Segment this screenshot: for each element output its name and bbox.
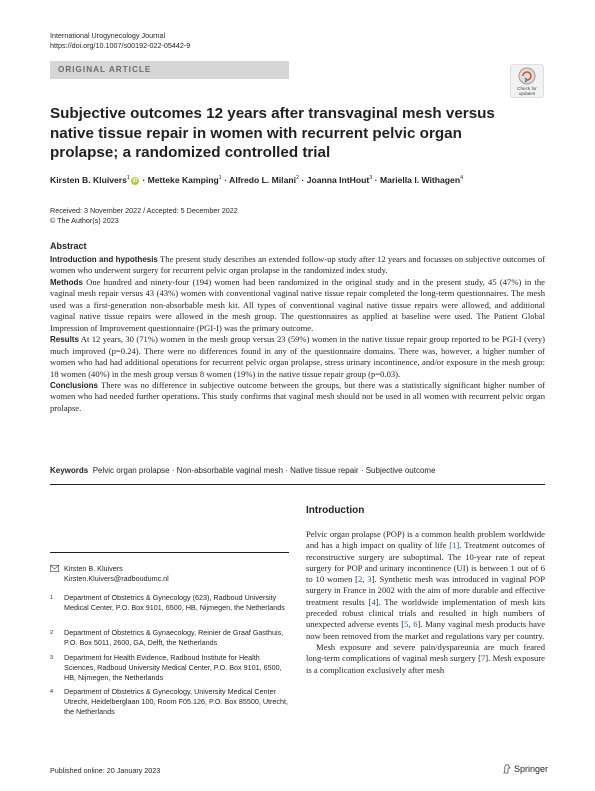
check-for-updates-badge[interactable] (510, 64, 544, 98)
author-affiliation-mark: 1 (126, 175, 130, 182)
citation-link[interactable]: 4 (371, 596, 376, 607)
article-type-label: ORIGINAL ARTICLE (58, 65, 152, 74)
author-name[interactable]: Joanna IntHout (306, 175, 370, 185)
abstract-section (50, 334, 545, 380)
citation-link[interactable]: 2 (358, 574, 363, 585)
corresponding-email[interactable]: Kirsten.Kluivers@radboudumc.nl (64, 574, 169, 583)
journal-header (50, 31, 190, 51)
citation-link[interactable]: 7 (480, 653, 486, 664)
introduction-body (306, 529, 545, 676)
keywords (50, 465, 545, 476)
abstract-section-text: There was no difference in subjective outcome between the groups, but there was a statistically significant higher number of women who had needed further operations. This study confirms that vaginal mesh should not be used in all women with recurrent pelvic organ prolapse. (50, 379, 545, 413)
affiliation-number: 3 (50, 655, 54, 661)
abstract-section-label: Results (50, 335, 79, 345)
affiliation-divider (50, 552, 289, 553)
doi-link[interactable]: https://doi.org/10.1007/s00192-022-05442-9 (50, 41, 191, 50)
affiliation-number: 1 (50, 595, 54, 601)
publisher-name: Springer (514, 764, 549, 774)
author-affiliation-mark: 1 (218, 175, 222, 182)
author-separator: · (221, 175, 230, 185)
copyright: © The Author(s) 2023 (50, 216, 119, 225)
author-name[interactable]: Mariella I. Withagen (379, 175, 461, 185)
affiliation-number: 4 (50, 689, 54, 695)
springer-horse-icon (502, 764, 512, 776)
introduction-paragraph: Pelvic organ prolapse (POP) is a common health problem worldwide and has a high impact on quality of life [1]. Treatment outcomes of reconstructive surgery are suboptimal. The 10-year rate of repeat surgery for POP and urinary incontinence (UI) is between 1 out of 6 to 10 women [2, 3]. Synthetic mesh was introduced in vaginal POP surgery in France in 2002 with the aim of more durable and effective treatment results [4]. The worldwide implementation of mesh kits preceded robust clinical trials and resulted in high numbers of unexpected adverse events [5, 6]. Many vaginal mesh products have now been removed from the market and regulations vary per country. (306, 529, 546, 641)
journal-name: International Urogynecology Journal (50, 31, 166, 40)
author-separator: · (299, 175, 307, 185)
abstract-section (50, 380, 545, 414)
author-affiliation-mark: 2 (295, 175, 300, 182)
citation-link[interactable]: [1] (449, 540, 460, 551)
publisher-mark (502, 764, 548, 776)
affiliation-text: Department of Obstetrics & Gynaecology, Reinier de Graaf Gasthuis, P.O. Box 5011, 2600, GA, Delft, the Netherlands (64, 628, 284, 647)
abstract-body (50, 254, 545, 414)
orcid-icon[interactable]: iD (132, 177, 138, 184)
section-divider (50, 484, 545, 485)
abstract-section-label: Introduction and hypothesis (50, 255, 158, 264)
keywords-label: Keywords (50, 466, 89, 475)
received-accepted-dates: Received: 3 November 2022 / Accepted: 5 December 2022 (50, 206, 238, 215)
citation-link[interactable]: 3 (367, 574, 372, 585)
citation-link[interactable]: 5 (404, 619, 409, 630)
author-affiliation-mark: 3 (369, 175, 373, 182)
author-name[interactable]: Alfredo L. Milani (229, 175, 296, 185)
article-dates (50, 206, 238, 226)
article-title: Subjective outcomes 12 years after transvaginal mesh versus native tissue repair in women with recurrent pelvic organ prolapse; a randomized controlled trial (50, 105, 495, 161)
abstract-heading: Abstract (50, 241, 87, 251)
author-separator: · (372, 175, 380, 185)
abstract-section-text: The present study describes an extended follow-up study after 12 years and focusses on subjective outcomes of women who underwent surgery for recurrent pelvic organ prolapse in the randomized index study. (50, 254, 545, 276)
check-updates-icon (510, 64, 544, 98)
introduction-heading: Introduction (306, 505, 365, 516)
citation-link[interactable]: 6 (413, 619, 418, 630)
keywords-text: Pelvic organ prolapse · Non-absorbable vaginal mesh · Native tissue repair · Subjective outcome (92, 466, 436, 475)
abstract-section-text: At 12 years, 30 (71%) women in the mesh group versus 23 (59%) women in the native tissue repair group reported to be PGI-I (very) much improved (p=0.24). There were no differences found in any of the questionnaire domains. There was, however, a higher number of women who had had additional operations for recurrent pelvic organ prolapse, stress urinary incontinence, and/or exposure in the mesh group: 18 women (40%) in the mesh group versus 8 women (19%) in the native tissue repair group (p=0.03). (50, 334, 545, 379)
affiliation-number: 2 (50, 630, 54, 636)
check-updates-line2: updates (518, 91, 536, 96)
check-updates-line1: Check for (517, 86, 537, 91)
introduction-paragraph: Mesh exposure and severe pain/dyspareunia are much feared long-term complications of vaginal mesh surgery [7]. Mesh exposure is a complication exclusively after mesh (306, 641, 545, 675)
affiliation-text: Department of Obstetrics & Gynecology (623), Radboud University Medical Center, P.O. Box 9101, 6500, HB, Nijmegen, the Netherlands (64, 593, 285, 612)
author-separator: · (139, 175, 148, 185)
abstract-section-text: One hundred and ninety-four (194) women had been randomized in the original study and in the present study, 45 (47%) in the vaginal mesh repair versus 43 (43%) women with conventional vaginal native tissue repair completed the long-term questionnaires. The mesh used was a first-generation non-absorbable mesh kit. All types of conventional vaginal native tissue repairs were allowed, and additional vaginal native tissue repairs were allowed in the mesh group. The questionnaires as applied at baseline were used. The Patient Global Impression of Improvement questionnaire (PGI-I) was the primary outcome. (50, 276, 545, 333)
corresponding-name: Kirsten B. Kluivers (64, 564, 123, 573)
published-online: Published online: 20 January 2023 (50, 766, 161, 775)
abstract-section (50, 277, 545, 334)
affiliation-text: Department for Health Evidence, Radboud Institute for Health Sciences, Radboud University Medical Center, P.O. Box 9101, 6500, HB, Nijmegen, the Netherlands (64, 653, 282, 682)
envelope-icon (50, 565, 59, 575)
author-name[interactable]: Kirsten B. Kluivers (50, 175, 127, 185)
author-affiliation-mark: 4 (460, 175, 464, 182)
affiliation-text: Department of Obstetrics & Gynecology, University Medical Center Utrecht, Heidelberglaan 100, Room F05.126, P.O. Box 85500, Utrecht, the Netherlands (64, 687, 289, 716)
abstract-section-label: Conclusions (50, 380, 99, 390)
author-list (50, 175, 463, 185)
abstract-section-label: Methods (50, 277, 83, 287)
author-name[interactable]: Metteke Kamping (147, 175, 219, 185)
abstract-section (50, 254, 545, 277)
